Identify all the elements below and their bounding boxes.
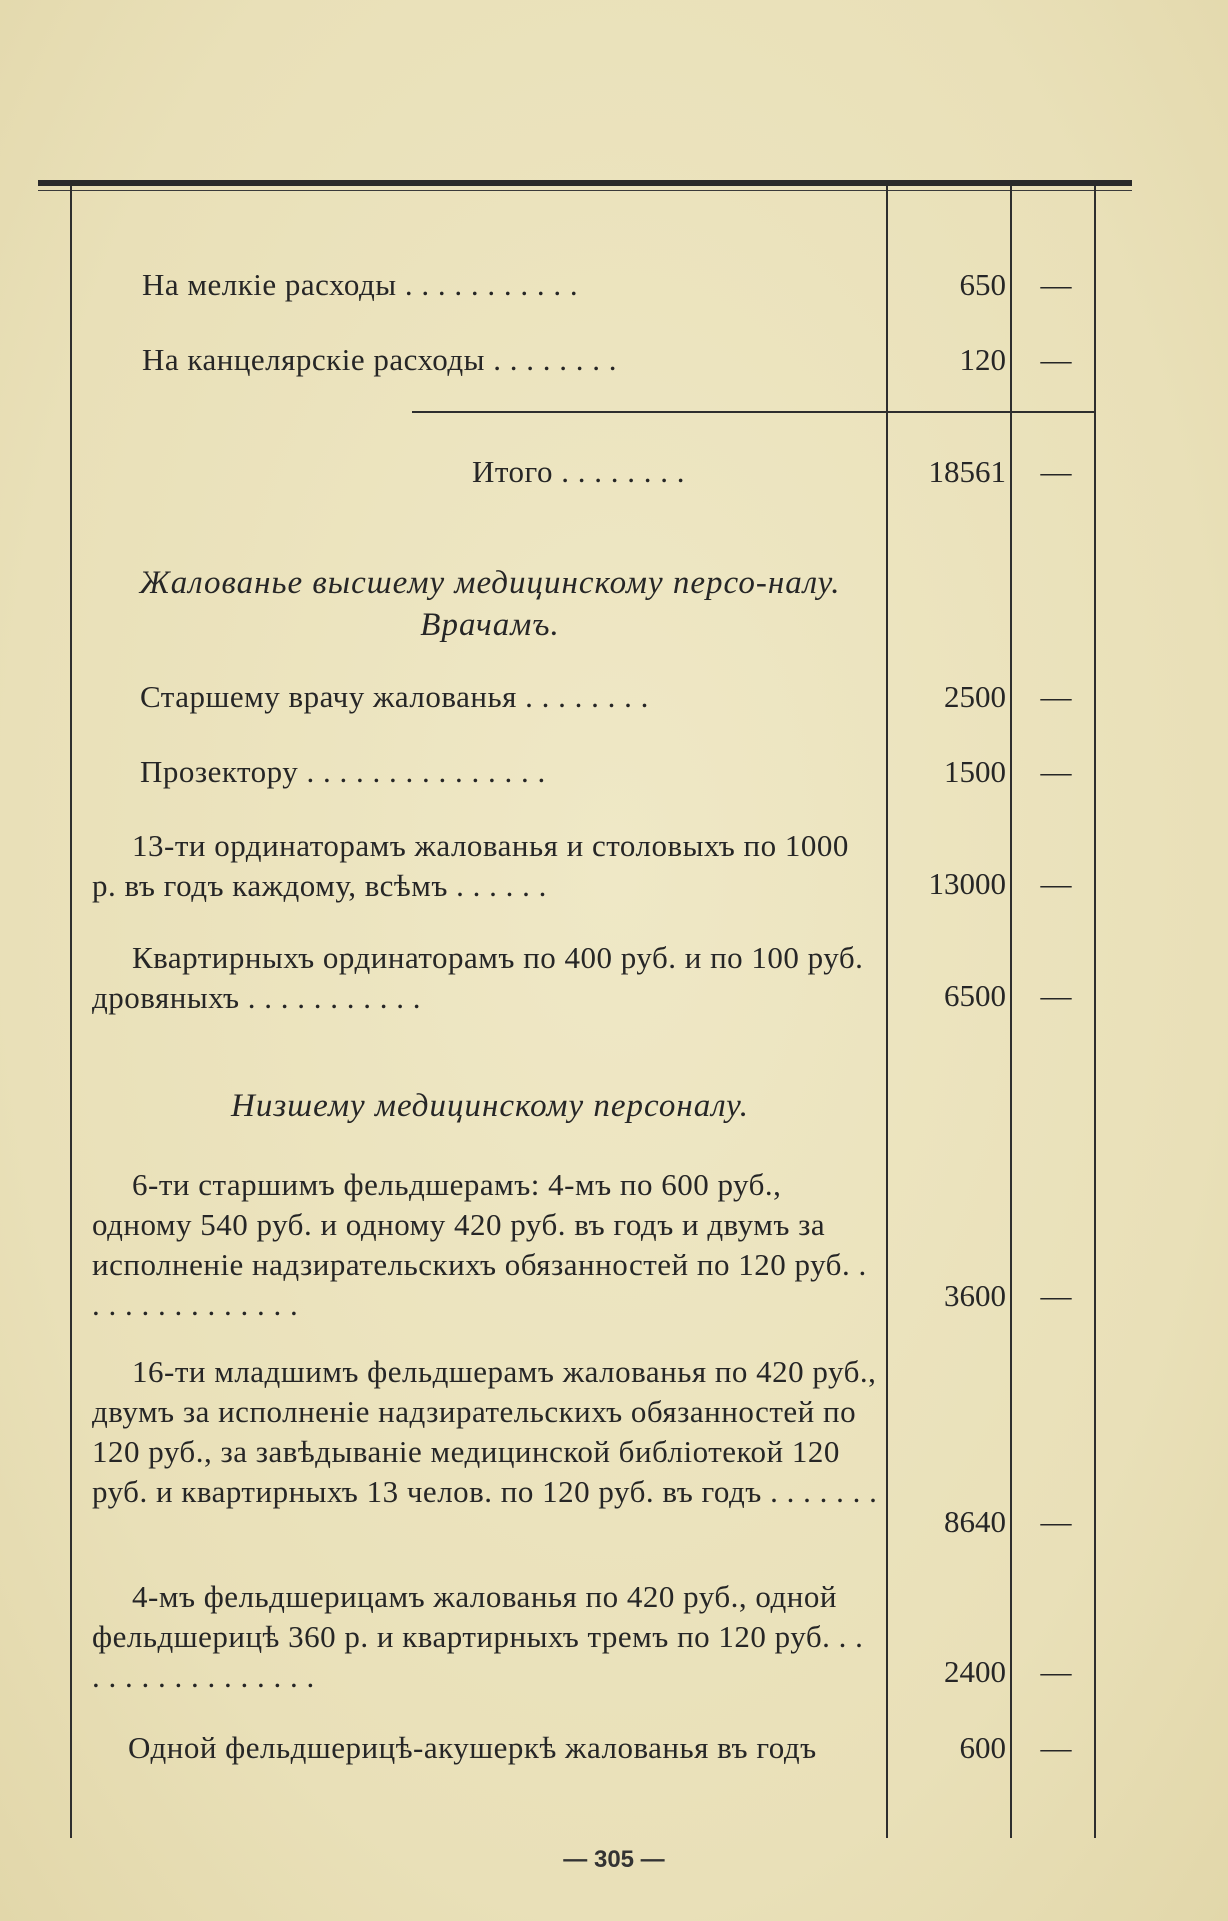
dash-petty-expenses: — xyxy=(1040,267,1072,302)
amount-senior-feldshers: 3600 xyxy=(944,1278,1006,1313)
dash-junior-feldshers: — xyxy=(1040,1504,1072,1539)
heading-lower-medical-staff: Низшему медицинскому персоналу. xyxy=(231,1088,749,1124)
dash-chief-physician: — xyxy=(1040,679,1072,714)
row-ordinators-salary: 13-ти ординаторамъ жалованья и столовыхъ по 1000 р. въ годъ каждому, всѣмъ . . . . . . xyxy=(92,828,849,903)
dash-ordinators-salary: — xyxy=(1040,866,1072,901)
row-junior-feldshers: 16-ти младшимъ фельдшерамъ жалованья по 420 руб., двумъ за исполненіе надзирательскихъ обязанностей по 120 руб., за завѣдываніе медицинской библіотекой 120 руб. и квартирныхъ 13 челов. по 120 руб. въ годъ . . . . . . . xyxy=(92,1354,878,1509)
row-prosector: Прозектору . . . . . . . . . . . . . . . xyxy=(140,754,546,789)
row-midwife: Одной фельдшерицѣ-акушеркѣ жалованья въ годъ xyxy=(128,1730,817,1765)
amount-junior-feldshers: 8640 xyxy=(944,1504,1006,1539)
text-column-divider xyxy=(886,186,888,1838)
row-petty-expenses: На мелкіе расходы . . . . . . . . . . . xyxy=(142,267,579,302)
amount-column-divider xyxy=(1010,186,1012,1838)
amount-female-feldshers: 2400 xyxy=(944,1654,1006,1689)
amount-ordinators-housing: 6500 xyxy=(944,978,1006,1013)
dash-senior-feldshers: — xyxy=(1040,1278,1072,1313)
row-total: Итого . . . . . . . . xyxy=(472,454,685,489)
amount-prosector: 1500 xyxy=(944,754,1006,789)
row-office-expenses: На канцелярскіе расходы . . . . . . . . xyxy=(142,342,617,377)
page-number: — 305 — xyxy=(563,1846,665,1873)
top-rule xyxy=(38,180,1132,186)
total-rule xyxy=(412,411,1094,413)
dash-female-feldshers: — xyxy=(1040,1654,1072,1689)
dash-office-expenses: — xyxy=(1040,342,1072,377)
amount-ordinators-salary: 13000 xyxy=(928,866,1006,901)
amount-petty-expenses: 650 xyxy=(959,267,1006,302)
top-rule-thin xyxy=(38,190,1132,191)
dash-total: — xyxy=(1040,454,1072,489)
heading-higher-medical-staff: Жалованье высшему медицинскому персо-налу. Врачамъ. xyxy=(139,565,841,643)
amount-chief-physician: 2500 xyxy=(944,679,1006,714)
row-ordinators-housing: Квартирныхъ ординаторамъ по 400 руб. и по 100 руб. дровяныхъ . . . . . . . . . . . xyxy=(92,940,864,1015)
amount-office-expenses: 120 xyxy=(959,342,1006,377)
row-senior-feldshers: 6-ти старшимъ фельдшерамъ: 4-мъ по 600 руб., одному 540 руб. и одному 420 руб. въ годъ и двумъ за исполненіе надзирательскихъ обязанностей по 120 руб. . . . . . . . . . . . . . . xyxy=(92,1167,867,1322)
dash-midwife: — xyxy=(1040,1730,1072,1765)
dash-prosector: — xyxy=(1040,754,1072,789)
amount-total: 18561 xyxy=(928,454,1006,489)
right-border-line xyxy=(1094,186,1096,1838)
dash-ordinators-housing: — xyxy=(1040,978,1072,1013)
left-border-line xyxy=(70,186,72,1838)
row-female-feldshers: 4-мъ фельдшерицамъ жалованья по 420 руб., одной фельдшерицѣ 360 р. и квартирныхъ тремъ по 120 руб. . . . . . . . . . . . . . . . . xyxy=(92,1579,864,1694)
amount-midwife: 600 xyxy=(959,1730,1006,1765)
row-chief-physician: Старшему врачу жалованья . . . . . . . . xyxy=(140,679,649,714)
